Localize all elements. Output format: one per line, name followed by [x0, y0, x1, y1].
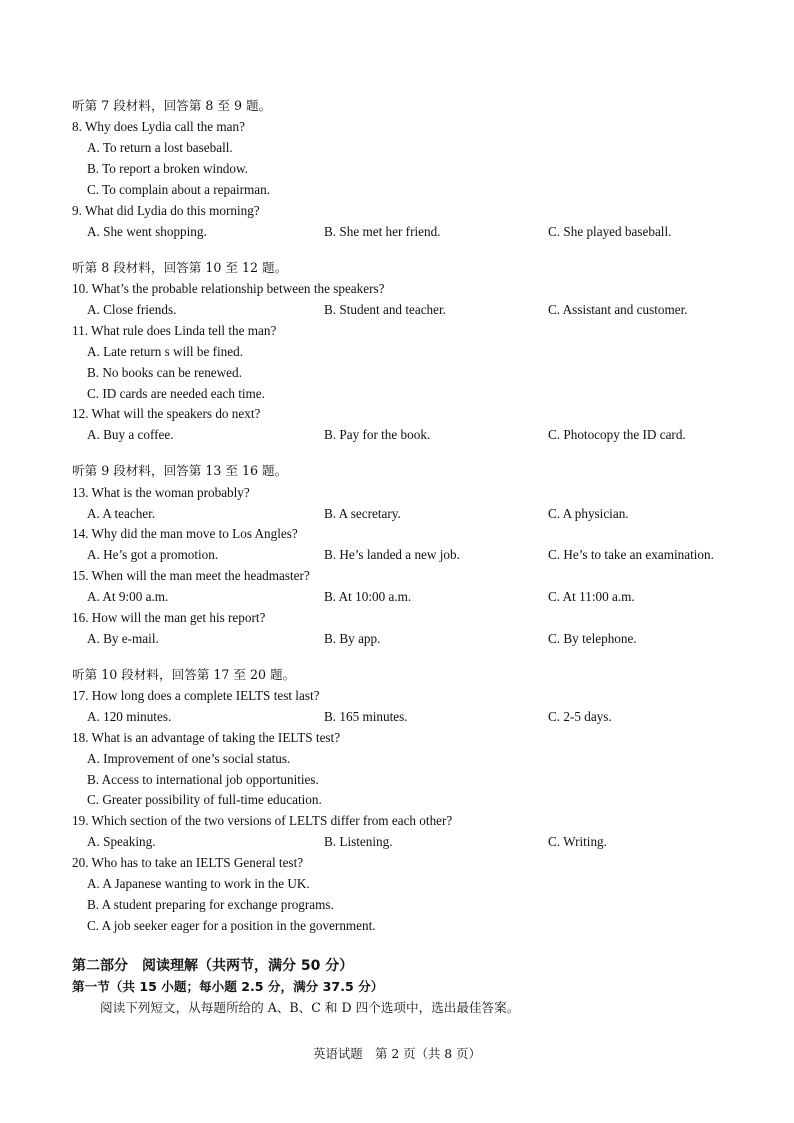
option: C. A job seeker eager for a position in the government.: [87, 918, 376, 933]
page-footer: 英语试题 第 2 页（共 8 页）: [313, 1046, 481, 1061]
option: A. 120 minutes.: [87, 709, 172, 724]
section-title: 第一节（共 15 小题；每小题 2.5 分，满分 37.5 分）: [72, 979, 384, 994]
question-stem: 10. What’s the probable relationship between the speakers?: [72, 281, 385, 296]
question-stem: 18. What is an advantage of taking the IELTS test?: [72, 730, 341, 745]
option: A. She went shopping.: [87, 224, 207, 239]
option: C. A physician.: [548, 506, 629, 521]
option: B. To report a broken window.: [87, 161, 248, 176]
group-heading: 听第 8 段材料，回答第 10 至 12 题。: [72, 260, 288, 275]
option: C. By telephone.: [548, 631, 637, 646]
question-stem: 19. Which section of the two versions of LELTS differ from each other?: [72, 813, 453, 828]
option: C. To complain about a repairman.: [87, 182, 271, 197]
question-stem: 16. How will the man get his report?: [72, 610, 266, 625]
option: B. He’s landed a new job.: [324, 547, 460, 562]
option: B. Student and teacher.: [324, 302, 446, 317]
question-stem: 11. What rule does Linda tell the man?: [72, 323, 277, 338]
option: B. She met her friend.: [324, 224, 441, 239]
option: A. Late return s will be fined.: [87, 344, 244, 359]
option: A. A Japanese wanting to work in the UK.: [87, 876, 310, 891]
option: C. Greater possibility of full-time education.: [87, 792, 322, 807]
question-stem: 14. Why did the man move to Los Angles?: [72, 526, 298, 541]
question-stem: 13. What is the woman probably?: [72, 485, 250, 500]
option: B. Listening.: [324, 834, 393, 849]
option: B. A secretary.: [324, 506, 401, 521]
option: A. Improvement of one’s social status.: [87, 751, 291, 766]
part-title: 第二部分 阅读理解（共两节，满分 50 分）: [72, 958, 354, 974]
question-stem: 9. What did Lydia do this morning?: [72, 203, 260, 218]
option: A. To return a lost baseball.: [87, 140, 233, 155]
option: C. 2-5 days.: [548, 709, 612, 724]
option: A. Buy a coffee.: [87, 427, 174, 442]
option: B. At 10:00 a.m.: [324, 589, 412, 604]
question-stem: 17. How long does a complete IELTS test last?: [72, 688, 320, 703]
option: B. No books can be renewed.: [87, 365, 242, 380]
question-stem: 12. What will the speakers do next?: [72, 406, 261, 421]
option: B. Access to international job opportunities.: [87, 772, 319, 787]
option: C. Writing.: [548, 834, 607, 849]
option: A. A teacher.: [87, 506, 156, 521]
group-heading: 听第 9 段材料，回答第 13 至 16 题。: [72, 463, 288, 478]
group-heading: 听第 10 段材料，回答第 17 至 20 题。: [72, 667, 296, 682]
question-stem: 15. When will the man meet the headmaster?: [72, 568, 310, 583]
option: A. By e-mail.: [87, 631, 159, 646]
group-heading: 听第 7 段材料，回答第 8 至 9 题。: [72, 98, 272, 113]
option: B. Pay for the book.: [324, 427, 431, 442]
option: C. He’s to take an examination.: [548, 547, 714, 562]
question-stem: 8. Why does Lydia call the man?: [72, 119, 245, 134]
option: C. Assistant and customer.: [548, 302, 688, 317]
option: A. Close friends.: [87, 302, 177, 317]
option: C. She played baseball.: [548, 224, 672, 239]
option: A. At 9:00 a.m.: [87, 589, 169, 604]
option: A. Speaking.: [87, 834, 156, 849]
option: A. He’s got a promotion.: [87, 547, 219, 562]
question-stem: 20. Who has to take an IELTS General test?: [72, 855, 304, 870]
option: B. 165 minutes.: [324, 709, 408, 724]
option: B. A student preparing for exchange programs.: [87, 897, 334, 912]
option: C. ID cards are needed each time.: [87, 386, 265, 401]
option: B. By app.: [324, 631, 381, 646]
instruction-text: 阅读下列短文，从每题所给的 A、B、C 和 D 四个选项中，选出最佳答案。: [100, 1000, 520, 1015]
option: C. Photocopy the ID card.: [548, 427, 686, 442]
option: C. At 11:00 a.m.: [548, 589, 635, 604]
